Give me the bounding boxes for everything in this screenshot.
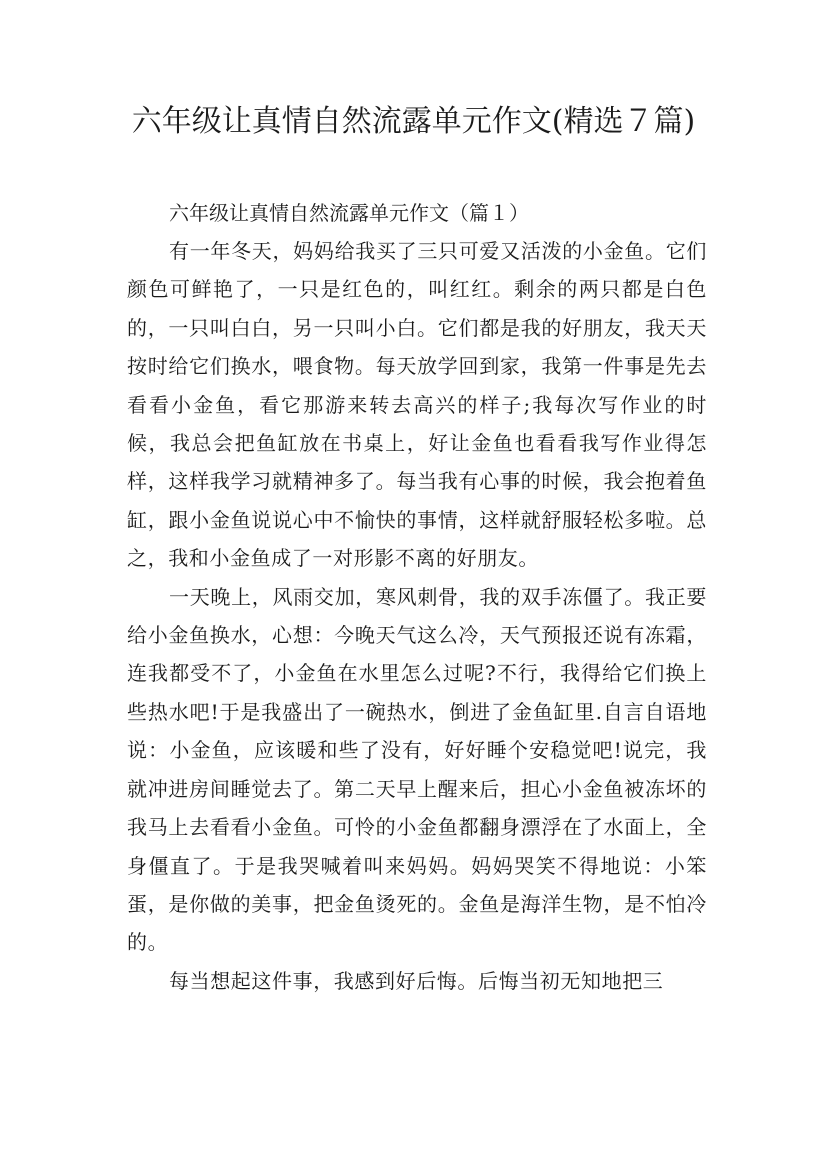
- paragraph-1: 有一年冬天，妈妈给我买了三只可爱又活泼的小金鱼。它们颜色可鲜艳了，一只是红色的，叫红红。剩余的两只都是白色的，一只叫白白，另一只叫小白。它们都是我的好朋友，我天天按时给它们换水，喂食物。每天放学回到家，我第一件事是先去看看小金鱼，看它那游来转去高兴的样子;我每次写作业的时候，我总会把鱼缸放在书桌上，好让金鱼也看看我写作业得怎样，这样我学习就精神多了。每当我有心事的时候，我会抱着鱼缸，跟小金鱼说说心中不愉快的事情，这样就舒服轻松多啦。总之，我和小金鱼成了一对形影不离的好朋友。: [127, 239, 707, 571]
- document-body: [127, 194, 707, 1000]
- section-heading: 六年级让真情自然流露单元作文（篇１）: [169, 201, 529, 225]
- document-title: 六年级让真情自然流露单元作文(精选７篇): [131, 104, 696, 139]
- paragraph-3: 每当想起这件事，我感到好后悔。后悔当初无知地把三: [169, 968, 664, 993]
- paragraph-2: 一天晚上，风雨交加，寒风刺骨，我的双手冻僵了。我正要给小金鱼换水，心想：今晚天气这么冷，天气预报还说有冻霜，连我都受不了，小金鱼在水里怎么过呢?不行，我得给它们换上些热水吧!于是我盛出了一碗热水，倒进了金鱼缸里.自言自语地说：小金鱼，应该暖和些了没有，好好睡个安稳觉吧!说完，我就冲进房间睡觉去了。第二天早上醒来后，担心小金鱼被冻坏的我马上去看看小金鱼。可怜的小金鱼都翻身漂浮在了水面上，全身僵直了。于是我哭喊着叫来妈妈。妈妈哭笑不得地说：小笨蛋，是你做的美事，把金鱼烫死的。金鱼是海洋生物，是不怕冷的。: [127, 584, 707, 955]
